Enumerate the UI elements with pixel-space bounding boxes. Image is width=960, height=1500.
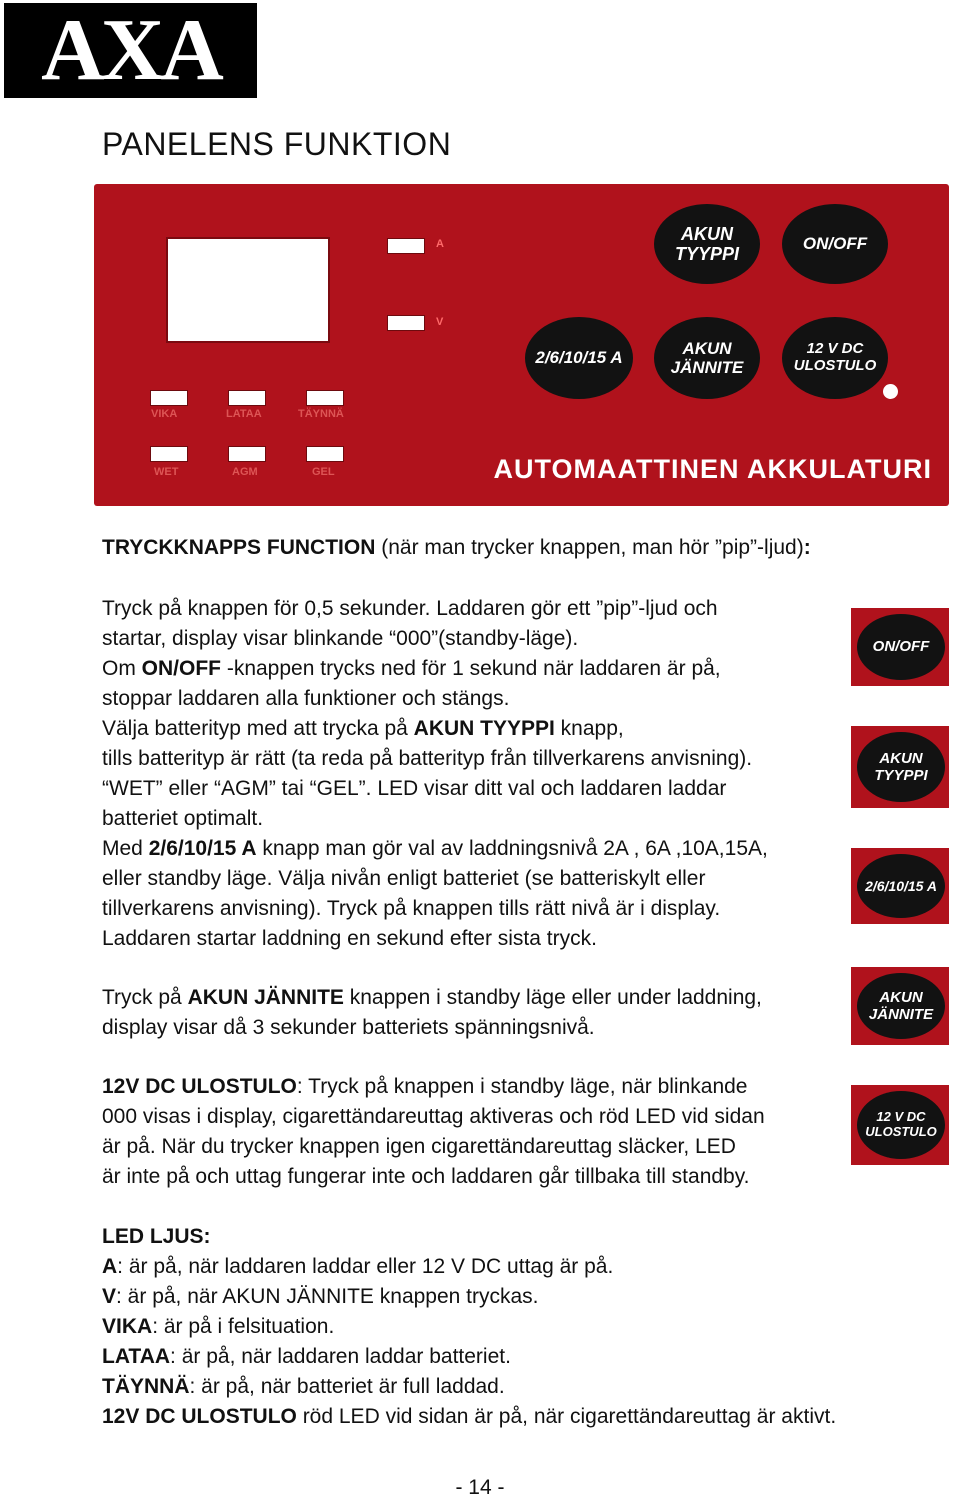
para3-line: 12V DC ULOSTULO: Tryck på knappen i standby läge, när blinkande	[102, 1075, 748, 1098]
para1-line: Laddaren startar laddning en sekund efter sista tryck.	[102, 927, 597, 950]
para3-line: 000 visas i display, cigarettändareuttag aktiveras och röd LED vid sidan	[102, 1105, 765, 1128]
panel-on-off-button: ON/OFF	[782, 204, 888, 284]
led-wet-label: WET	[154, 466, 179, 478]
side-akun-tyyppi-button-image: AKUN TYYPPI	[851, 726, 949, 808]
control-panel-image	[94, 184, 949, 506]
led-wet	[150, 446, 188, 462]
led-agm	[228, 446, 266, 462]
led-section-heading: LED LJUS:	[102, 1225, 211, 1248]
led-v-label: V	[436, 316, 444, 328]
led-row-a: A: är på, när laddaren laddar eller 12 V DC uttag är på.	[102, 1255, 614, 1278]
led-agm-label: AGM	[232, 466, 258, 478]
led-ljus-section	[102, 1222, 836, 1432]
paragraph-ulostulo	[102, 1072, 837, 1192]
led-a	[387, 238, 425, 254]
para1-line: tills batterityp är rätt (ta reda på batterityp från tillverkarens anvisning).	[102, 747, 753, 770]
side-ulostulo-button-image: 12 V DC ULOSTULO	[851, 1085, 949, 1165]
led-taynna-label: TÄYNNÄ	[298, 408, 344, 420]
para3-line: är på. När du trycker knappen igen cigarettändareuttag släcker, LED	[102, 1135, 736, 1158]
side-on-off-button-image: ON/OFF	[851, 608, 949, 686]
heading-normal: (när man trycker knappen, man hör ”pip”-ljud)	[375, 536, 804, 559]
ulostulo-indicator-led	[883, 384, 898, 399]
panel-akun-tyyppi-button: AKUN TYYPPI	[654, 204, 760, 284]
led-row-ulostulo: 12V DC ULOSTULO röd LED vid sidan är på, när cigarettändareuttag är aktivt.	[102, 1405, 837, 1428]
panel-ampere-button: 2/6/10/15 A	[525, 317, 633, 399]
para2-line: Tryck på AKUN JÄNNITE knappen i standby läge eller under laddning,	[102, 986, 762, 1009]
panel-brand-line: AUTOMAATTINEN AKKULATURI	[493, 454, 932, 484]
paragraph-akun-jannite	[102, 983, 837, 1043]
led-gel	[306, 446, 344, 462]
para3-line: är inte på och uttag fungerar inte och laddaren går tillbaka till standby.	[102, 1165, 750, 1188]
para1-line: eller standby läge. Välja nivån enligt batteriet (se batteriskylt eller	[102, 867, 706, 890]
led-row-v: V: är på, när AKUN JÄNNITE knappen tryckas.	[102, 1285, 539, 1308]
para1-line: stoppar laddaren alla funktioner och stängs.	[102, 687, 510, 710]
heading-bold: TRYCKKNAPPS FUNCTION	[102, 536, 376, 559]
led-row-taynna: TÄYNNÄ: är på, när batteriet är full laddad.	[102, 1375, 505, 1398]
para2-line: display visar då 3 sekunder batteriets spänningsnivå.	[102, 1016, 595, 1039]
para1-line: batteriet optimalt.	[102, 807, 264, 830]
paragraph-on-off-tyyppi-ampere	[102, 594, 837, 954]
axa-logo	[4, 3, 257, 98]
para1-line: Om ON/OFF -knappen trycks ned för 1 sekund när laddaren är på,	[102, 657, 721, 680]
section-heading	[102, 536, 811, 560]
page-number: - 14 -	[455, 1476, 505, 1499]
panel-akun-jannite-button: AKUN JÄNNITE	[654, 317, 760, 399]
para1-line: Tryck på knappen för 0,5 sekunder. Laddaren gör ett ”pip”-ljud och	[102, 597, 718, 620]
led-vika	[150, 390, 188, 406]
logo-text: AXA	[41, 2, 220, 99]
page-title: PANELENS FUNKTION	[102, 126, 452, 162]
led-lataa	[228, 390, 266, 406]
heading-colon: :	[803, 536, 811, 559]
para1-line: Med 2/6/10/15 A knapp man gör val av laddningsnivå 2A , 6A ,10A,15A,	[102, 837, 768, 860]
led-vika-label: VIKA	[151, 408, 178, 420]
side-ampere-button-image: 2/6/10/15 A	[851, 848, 949, 924]
led-a-label: A	[436, 238, 444, 250]
led-gel-label: GEL	[312, 466, 335, 478]
panel-display	[166, 237, 330, 343]
led-row-vika: VIKA: är på i felsituation.	[102, 1315, 335, 1338]
para1-line: tillverkarens anvisning). Tryck på knappen tills rätt nivå är i display.	[102, 897, 721, 920]
led-taynna	[306, 390, 344, 406]
para1-line: Välja batterityp med att trycka på AKUN TYYPPI knapp,	[102, 717, 624, 740]
para1-line: startar, display visar blinkande “000”(standby-läge).	[102, 627, 579, 650]
led-row-lataa: LATAA: är på, när laddaren laddar batteriet.	[102, 1345, 511, 1368]
para1-line: “WET” eller “AGM” tai “GEL”. LED visar ditt val och laddaren laddar	[102, 777, 727, 800]
side-akun-jannite-button-image: AKUN JÄNNITE	[851, 967, 949, 1045]
led-lataa-label: LATAA	[226, 408, 262, 420]
led-v	[387, 315, 425, 331]
panel-ulostulo-button: 12 V DC ULOSTULO	[782, 317, 888, 399]
